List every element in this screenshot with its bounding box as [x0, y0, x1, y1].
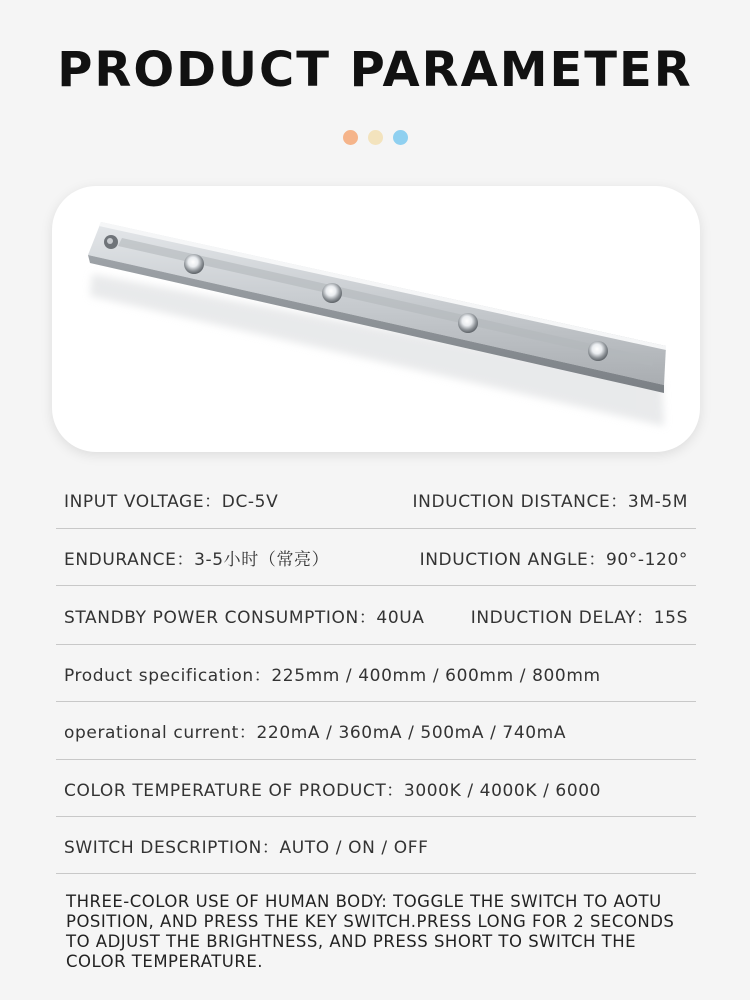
spec-row	[56, 760, 696, 817]
spec-row	[56, 702, 696, 760]
decorative-dots	[0, 130, 750, 145]
input-voltage: INPUT VOLTAGE：DC-5V	[64, 491, 279, 512]
standby-power: STANDBY POWER CONSUMPTION：40UA	[64, 607, 425, 628]
led-2	[322, 283, 342, 303]
page-title: PRODUCT PARAMETER	[57, 42, 693, 98]
color-temperature: COLOR TEMPERATURE OF PRODUCT：3000K / 4000K / 6000	[64, 780, 602, 801]
orange-dot	[343, 130, 358, 145]
led-1	[184, 254, 204, 274]
induction-distance: INDUCTION DISTANCE：3M-5M	[412, 491, 688, 512]
led-4	[588, 341, 608, 361]
spec-row	[56, 470, 696, 529]
spec-table	[56, 470, 696, 874]
operational-current: operational current：220mA / 360mA / 500mA / 740mA	[64, 723, 567, 743]
induction-delay: INDUCTION DELAY：15S	[470, 607, 688, 628]
spec-row	[56, 817, 696, 874]
spec-row	[56, 645, 696, 702]
endurance: ENDURANCE：3-5小时（常亮）	[64, 549, 330, 570]
induction-angle: INDUCTION ANGLE：90°-120°	[419, 549, 688, 570]
switch-description: SWITCH DESCRIPTION：AUTO / ON / OFF	[64, 837, 429, 858]
led-3	[458, 313, 478, 333]
led-light-bar-image	[52, 186, 700, 452]
product-specification: Product specification：225mm / 400mm / 600mm / 800mm	[64, 665, 601, 686]
spec-row	[56, 586, 696, 645]
spec-row	[56, 529, 696, 586]
cream-dot	[368, 130, 383, 145]
bar-edge	[88, 255, 664, 393]
blue-dot	[393, 130, 408, 145]
product-image-card	[52, 186, 700, 452]
usage-description: THREE-COLOR USE OF HUMAN BODY: TOGGLE THE SWITCH TO AOTU POSITION, AND PRESS THE KEY SWITCH.PRESS LONG FOR 2 SECONDS TO ADJUST THE BRIGHTNESS, AND PRESS SHORT TO SWITCH THE COLOR TEMPERATURE.	[66, 892, 675, 971]
